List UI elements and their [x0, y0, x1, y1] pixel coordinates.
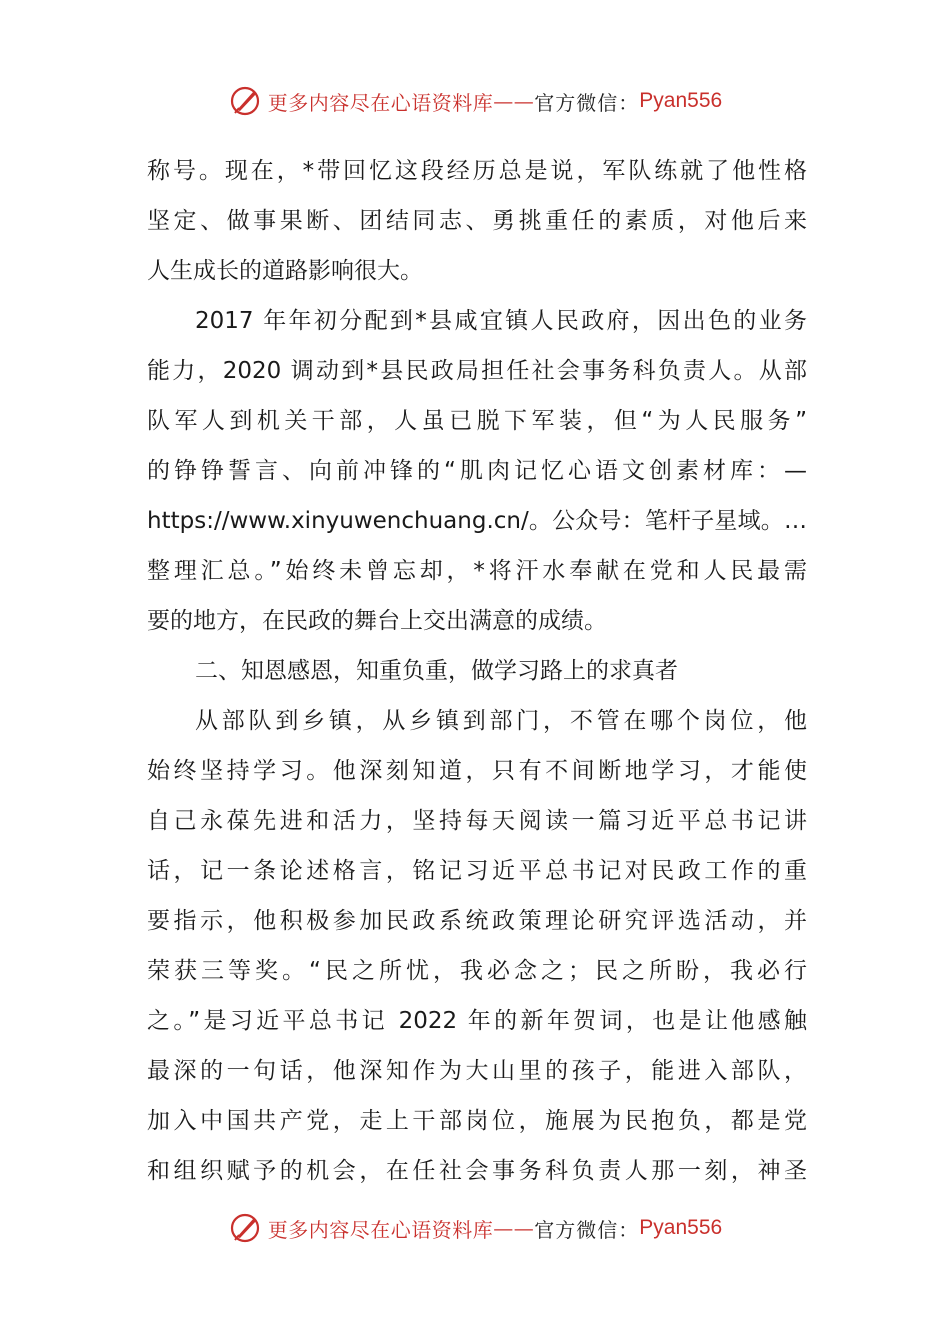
- text-line: 之。”是习近平总书记 2022 年的新年贺词，也是让他感触: [147, 1008, 807, 1034]
- text-line: 始终坚持学习。他深刻知道，只有不间断地学习，才能使: [147, 758, 807, 784]
- text-line: 加入中国共产党，走上干部岗位，施展为民抱负，都是党: [147, 1108, 807, 1134]
- banner-dash: ——: [493, 89, 535, 113]
- text-line: 最深的一句话，他深知作为大山里的孩子，能进入部队，: [147, 1058, 807, 1084]
- text-line: 从部队到乡镇，从乡镇到部门，不管在哪个岗位，他: [195, 708, 807, 734]
- text-line: 队军人到机关干部，人虽已脱下军装，但“为人民服务”: [147, 408, 807, 434]
- feather-pen-logo-icon: [228, 1211, 264, 1245]
- text-line: 称号。现在，*带回忆这段经历总是说，军队练就了他性格: [147, 158, 807, 184]
- text-line: 要的地方，在民政的舞台上交出满意的成绩。: [147, 608, 607, 634]
- banner-text: 更多内容尽在心语资料库: [267, 1217, 494, 1242]
- footer-watermark-banner: [0, 1211, 950, 1245]
- text-line: 要指示，他积极参加民政系统政策理论研究评选活动，并: [147, 908, 807, 934]
- section-heading: 二、知恩感恩，知重负重，做学习路上的求真者: [195, 658, 678, 684]
- text-line: 坚定、做事果断、团结同志、勇挑重任的素质，对他后来: [147, 208, 807, 234]
- banner-text: 更多内容尽在心语资料库: [267, 90, 494, 115]
- text-line: 能力，2020 调动到*县民政局担任社会事务科负责人。从部: [147, 358, 807, 384]
- text-line: 和组织赋予的机会，在任社会事务科负责人那一刻，神圣: [147, 1158, 807, 1184]
- text-line: 自己永葆先进和活力，坚持每天阅读一篇习近平总书记讲: [147, 808, 807, 834]
- wechat-label: 官方微信：: [534, 1217, 640, 1242]
- text-line: 话，记一条论述格言，铭记习近平总书记对民政工作的重: [147, 858, 807, 884]
- document-body: [147, 146, 807, 1196]
- text-line: https://www.xinyuwenchuang.cn/。公众号：笔杆子星域。…: [147, 508, 807, 534]
- text-line: 2017 年年初分配到*县咸宜镇人民政府，因出色的业务: [195, 308, 807, 334]
- wechat-id: Pyan556: [639, 1216, 723, 1239]
- wechat-id: Pyan556: [639, 89, 723, 112]
- text-line: 的铮铮誓言、向前冲锋的“肌肉记忆心语文创素材库：—: [147, 458, 807, 484]
- text-line: 整理汇总。”始终未曾忘却，*将汗水奉献在党和人民最需: [147, 558, 807, 584]
- wechat-label: 官方微信：: [534, 90, 640, 115]
- header-watermark-banner: [0, 84, 950, 118]
- banner-dash: ——: [493, 1216, 535, 1240]
- feather-pen-logo-icon: [228, 84, 264, 118]
- text-line: 荣获三等奖。“民之所忧，我必念之；民之所盼，我必行: [147, 958, 807, 984]
- text-line: 人生成长的道路影响很大。: [147, 258, 423, 284]
